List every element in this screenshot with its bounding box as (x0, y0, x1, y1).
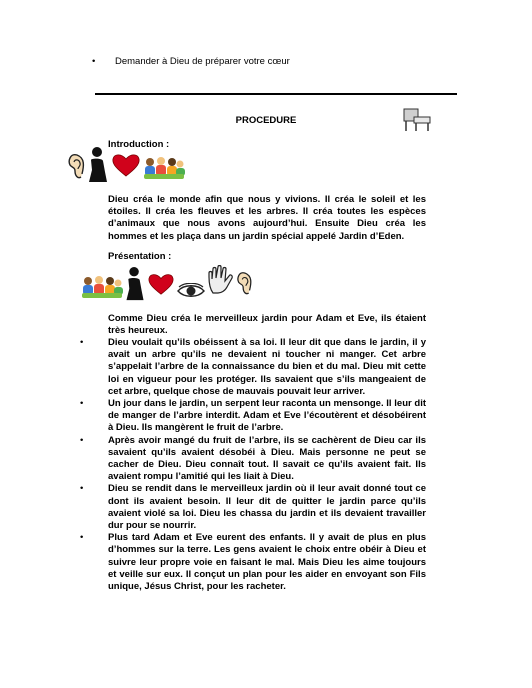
praying-person-icon (87, 146, 109, 184)
bullet-symbol: • (92, 56, 96, 67)
ear-icon (66, 152, 88, 182)
list-item-text: Un jour dans le jardin, un serpent leur raconta un mensonge. Il leur dit de manger de l’arbre interdit. Adam et Eve l’écoutèrent et désobéirent à Dieu. Ils mangèrent le fruit de l’arbre. (108, 398, 426, 434)
introduction-text: Dieu créa le monde afin que nous y vivions. Il créa le soleil et les étoiles. Il créa les fleuves et les arbres. Il créa toutes les espèces d’animaux que nous avons aujourd’hui. Ensuite Dieu créa les hommes et les plaça dans un jardin spécial appelé Jardin d’Eden. (108, 194, 426, 242)
list-item (80, 337, 426, 398)
list-item (80, 434, 426, 484)
bullet-symbol: • (80, 434, 84, 446)
bullet-symbol: • (80, 483, 84, 495)
list-item-text: Après avoir mangé du fruit de l’arbre, ils se cachèrent de Dieu car ils savaient qu’ils avaient désobéi à Dieu. Mais personne ne peut se cacher de Dieu. Dieu connaît tout. Il savait ce qu’ils avaient fait. Ils avaient rompu l’amitié qui les liait à Dieu. (108, 434, 426, 483)
top-bullet-text: Demander à Dieu de préparer votre cœur (115, 56, 290, 67)
list-item (80, 398, 426, 435)
presentation-title: Présentation : (108, 251, 172, 262)
praying-person-icon (124, 266, 146, 302)
school-desk-icon (402, 107, 432, 133)
list-item-text: Dieu voulait qu’ils obéissent à sa loi. Il leur dit que dans le jardin, il y avait un arbre qu’ils ne devaient ni toucher ni manger. Cet arbre s’appelait l’arbre de la connaissance du bien et du mal. Dieu mit cette loi en vigueur pour les protéger. Ils savaient que s’ils mangeaient de cet arbre, quelque chose de mauvais pouvait leur arriver. (108, 337, 426, 397)
list-item-text: Plus tard Adam et Eve eurent des enfants. Il y avait de plus en plus d’hommes sur la terre. Les gens avaient le choix entre obéir à Dieu et suivre leur propre voie en faisant le mal. Mais Dieu les aime toujours et veille sur eux. Il conçut un plan pour les aider en envoyant son Fils unique, Jésus Christ, pour les racheter. (108, 532, 426, 593)
list-item-text: Dieu se rendit dans le merveilleux jardin où il leur avait donné tout ce dont ils avaient besoin. Il leur dit de quitter le jardin parce qu’ils avaient violé sa loi. Dieu les chassa du jardin et ils devaient travailler dur pour se nourrir. (108, 483, 426, 532)
bullet-symbol: • (80, 532, 84, 544)
list-item (80, 483, 426, 532)
presentation-bullet-list (80, 337, 426, 593)
list-item (80, 532, 426, 593)
introduction-title: Introduction : (108, 139, 170, 150)
horizontal-rule (95, 93, 457, 95)
heart-icon (147, 272, 175, 296)
hand-icon (206, 265, 234, 295)
bullet-symbol: • (80, 398, 84, 410)
bullet-symbol: • (80, 337, 84, 348)
procedure-heading: PROCEDURE (235, 115, 297, 126)
heart-icon (111, 152, 141, 178)
presentation-intro: Comme Dieu créa le merveilleux jardin pour Adam et Eve, ils étaient très heureux. (108, 313, 426, 337)
eye-icon (176, 283, 206, 299)
group-of-people-icon (142, 154, 186, 182)
ear-icon (235, 270, 255, 298)
group-of-people-icon (80, 273, 124, 301)
